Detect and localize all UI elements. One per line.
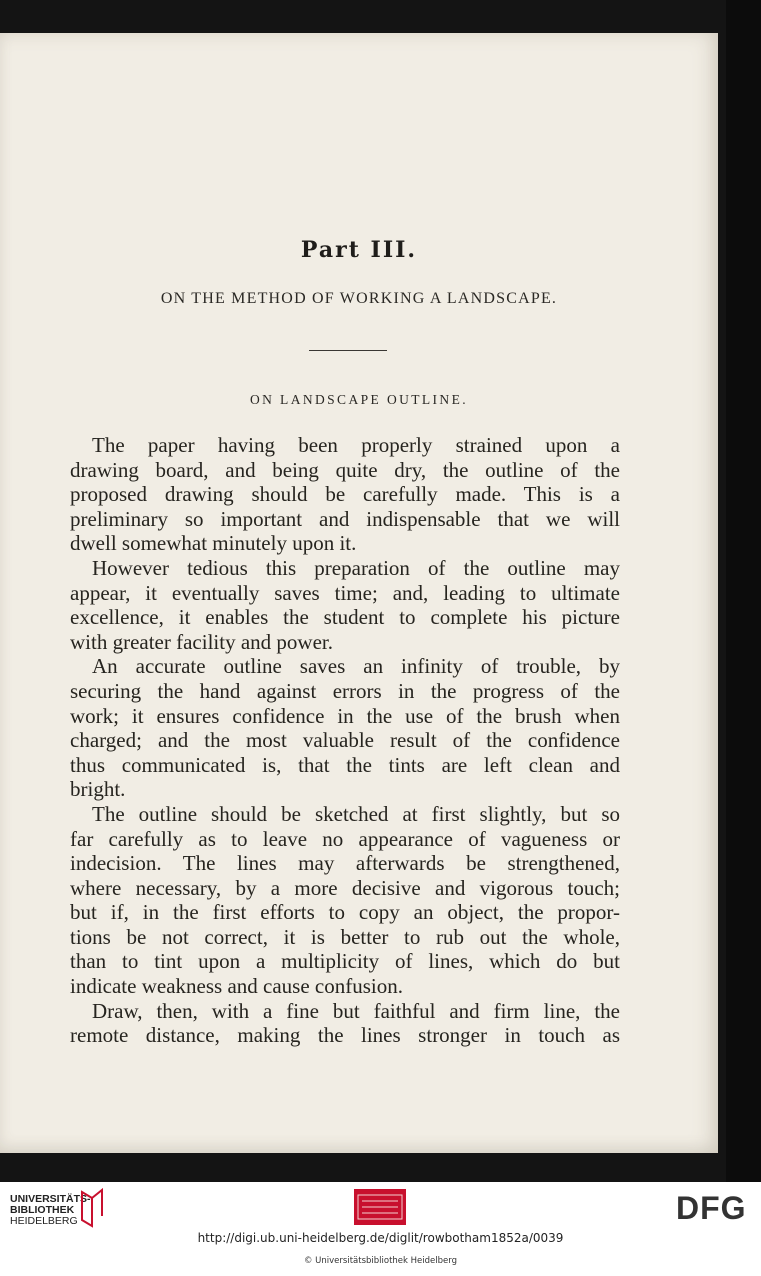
text-line: dwell somewhat minutely upon it. [70,531,357,556]
text-line: charged; and the most valuable result of the confidence [70,728,620,753]
divider-rule [309,350,387,351]
text-line: far carefully as to leave no appearance of vagueness or [70,826,620,851]
ub-mark-icon [78,1186,106,1228]
text-line: thus communicated is, that the tints are left clean and [70,752,620,777]
scan-edge [726,0,761,1182]
text-line: where necessary, by a more decisive and vigorous touch; [70,875,620,900]
ub-logo-line3: HEIDELBERG [10,1215,78,1227]
text-line: tions be not correct, it is better to rub out the whole, [70,924,620,949]
text-line: than to tint upon a multiplicity of lines, which do but [70,949,620,974]
text-line: drawing board, and being quite dry, the outline of the [70,457,620,482]
text-line: appear, it eventually saves time; and, leading to ultimate [70,580,620,605]
body-text [70,433,620,1048]
text-line: Draw, then, with a fine but faithful and firm line, the [92,998,620,1023]
text-line: but if, in the first efforts to copy an object, the propor- [70,900,620,925]
dfg-logo[interactable]: DFG [676,1190,747,1226]
text-line: proposed drawing should be carefully made. This is a [70,482,620,507]
text-line: An accurate outline saves an infinity of trouble, by [92,654,620,679]
text-line: remote distance, making the lines stronger in touch as [70,1023,620,1048]
section-heading: ON LANDSCAPE OUTLINE. [249,392,469,407]
text-line: The outline should be sketched at first slightly, but so [92,801,620,826]
ub-logo-line2: BIBLIOTHEK [10,1204,75,1216]
copyright-notice: © Universitätsbibliothek Heidelberg [303,1256,457,1266]
permalink-url[interactable]: http://digi.ub.uni-heidelberg.de/diglit/rowbotham1852a/0039 [197,1231,564,1245]
text-line: The paper having been properly strained upon a [92,433,620,457]
part-title: Part III. [300,237,418,263]
ub-logo-line1: UNIVERSITÄTS- [10,1193,91,1205]
text-line: However tedious this preparation of the outline may [92,555,620,580]
text-line: securing the hand against errors in the progress of the [70,678,620,703]
text-line: work; it ensures confidence in the use of the brush when [70,703,620,728]
text-line: excellence, it enables the student to complete his picture [70,605,620,630]
seal-logo-icon[interactable] [354,1189,406,1225]
text-line: with greater facility and power. [70,629,333,654]
part-subtitle: ON THE METHOD OF WORKING A LANDSCAPE. [160,290,558,307]
text-line: preliminary so important and indispensable that we will [70,506,620,531]
text-line: indicate weakness and cause confusion. [70,974,403,999]
text-line: indecision. The lines may afterwards be strengthened, [70,851,620,876]
text-line: bright. [70,777,126,802]
